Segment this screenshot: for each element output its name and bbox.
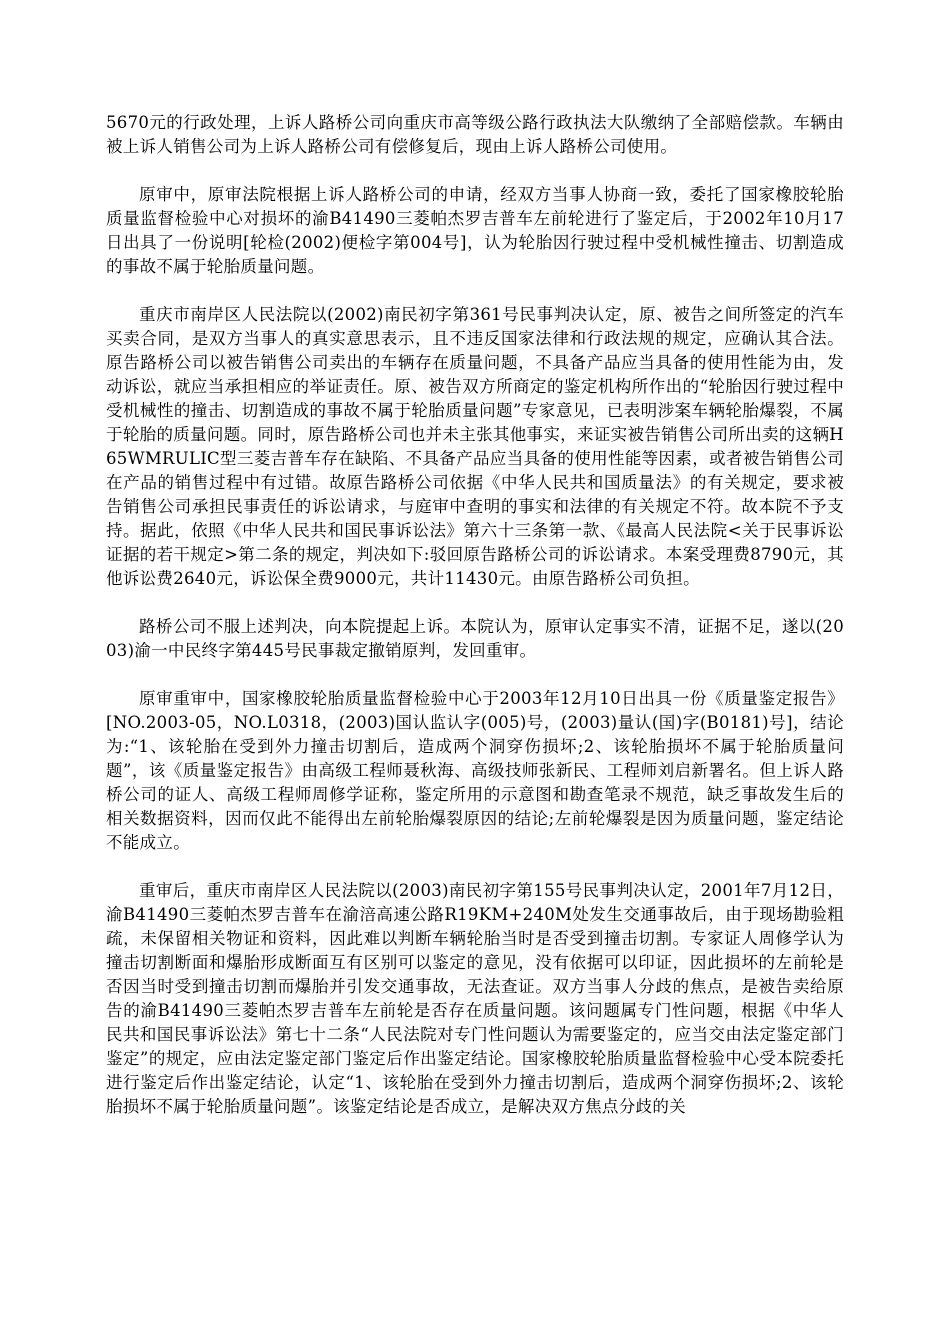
paragraph: 路桥公司不服上述判决，向本院提起上诉。本院认为，原审认定事实不清，证据不足，遂以(2003)渝一中民终字第445号民事裁定撤销原判，发回重审。	[106, 617, 844, 660]
paragraph: 5670元的行政处理，上诉人路桥公司向重庆市高等级公路行政执法大队缴纳了全部赔偿款。车辆由被上诉人销售公司为上诉人路桥公司有偿修复后，现由上诉人路桥公司使用。	[106, 113, 844, 156]
paragraph: 原审重审中，国家橡胶轮胎质量监督检验中心于2003年12月10日出具一份《质量鉴定报告》[NO.2003-05，NO.L0318，(2003)国认监认字(005)号，(2003)量认(国)字(B0181)号]，结论为:“1、该轮胎在受到外力撞击切割后，造成两个洞穿伤损坏;2、该轮胎损坏不属于轮胎质量问题”，该《质量鉴定报告》由高级工程师聂秋海、高级技师张新民、工程师刘启新署名。但上诉人路桥公司的证人、高级工程师周修学证称，鉴定所用的示意图和勘查笔录不规范，缺乏事故发生后的相关数据资料，因而仅此不能得出左前轮胎爆裂原因的结论;左前轮爆裂是因为质量问题，鉴定结论不能成立。	[106, 689, 844, 852]
paragraph: 重庆市南岸区人民法院以(2002)南民初字第361号民事判决认定，原、被告之间所签定的汽车买卖合同，是双方当事人的真实意思表示，且不违反国家法律和行政法规的规定，应确认其合法。原告路桥公司以被告销售公司卖出的车辆存在质量问题，不具备产品应当具备的使用性能为由，发动诉讼，就应当承担相应的举证责任。原、被告双方所商定的鉴定机构所作出的“轮胎因行驶过程中受机械性的撞击、切割造成的事故不属于轮胎质量问题”专家意见，已表明涉案车辆轮胎爆裂，不属于轮胎的质量问题。同时，原告路桥公司也并未主张其他事实，来证实被告销售公司所出卖的这辆H65WMRULIC型三菱吉普车存在缺陷、不具备产品应当具备的使用性能等因素，或者被告销售公司在产品的销售过程中有过错。故原告路桥公司依据《中华人民共和国质量法》的有关规定，要求被告销售公司承担民事责任的诉讼请求，与庭审中查明的事实和法律的有关规定不符。故本院不予支持。据此，依照《中华人民共和国民事诉讼法》第六十三条第一款、《最高人民法院<关于民事诉讼证据的若干规定>第二条的规定，判决如下:驳回原告路桥公司的诉讼请求。本案受理费8790元，其他诉讼费2640元，诉讼保全费9000元，共计11430元。由原告路桥公司负担。	[106, 305, 844, 588]
paragraph: 原审中，原审法院根据上诉人路桥公司的申请，经双方当事人协商一致，委托了国家橡胶轮胎质量监督检验中心对损坏的渝B41490三菱帕杰罗吉普车左前轮进行了鉴定后，于2002年10月17日出具了一份说明[轮检(2002)便检字第004号]，认为轮胎因行驶过程中受机械性撞击、切割造成的事故不属于轮胎质量问题。	[106, 185, 844, 276]
document-body	[106, 111, 844, 1143]
paragraph: 重审后，重庆市南岸区人民法院以(2003)南民初字第155号民事判决认定，2001年7月12日，渝B41490三菱帕杰罗吉普车在渝涪高速公路R19KM+240M处发生交通事故后，由于现场勘验粗疏，未保留相关物证和资料，因此难以判断车辆轮胎当时是否受到撞击切割。专家证人周修学认为撞击切割断面和爆胎形成断面互有区别可以鉴定的意见，没有依据可以印证，因此损坏的左前轮是否因当时受到撞击切割而爆胎并引发交通事故，无法查证。双方当事人分歧的焦点，是被告卖给原告的渝B41490三菱帕杰罗吉普车左前轮是否存在质量问题。该问题属专门性问题，根据《中华人民共和国民事诉讼法》第七十二条“人民法院对专门性问题认为需要鉴定的，应当交由法定鉴定部门鉴定”的规定，应由法定鉴定部门鉴定后作出鉴定结论。国家橡胶轮胎质量监督检验中心受本院委托进行鉴定后作出鉴定结论，认定“1、该轮胎在受到外力撞击切割后，造成两个洞穿伤损坏;2、该轮胎损坏不属于轮胎质量问题”。该鉴定结论是否成立，是解决双方焦点分歧的关	[106, 881, 844, 1116]
